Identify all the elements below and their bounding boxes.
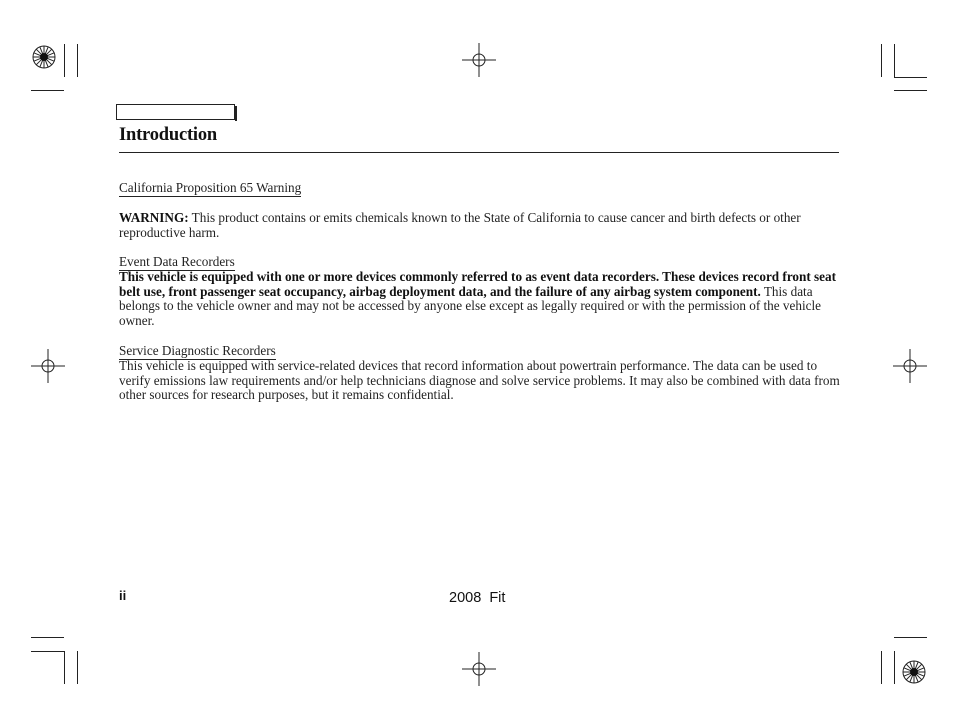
section-heading-event-data-recorders: Event Data Recorders	[119, 254, 235, 269]
section-body-prop65	[119, 211, 841, 240]
section-body-service-diagnostic-recorders: This vehicle is equipped with service-related devices that record information about powertrain performance. The data can be used to verify emissions law requirements and/or help technicians diagnose and solve service problems. It may also be combined with data from other sources for research purposes, but it remains confidential.	[119, 358, 840, 403]
section-body-event-data-recorders	[119, 270, 841, 329]
starburst-mark-icon	[901, 659, 927, 685]
warning-label: WARNING:	[119, 210, 189, 225]
crop-mark	[894, 637, 927, 638]
registration-target-icon	[31, 349, 65, 383]
section-heading-service-diagnostic-recorders: Service Diagnostic Recorders	[119, 343, 276, 358]
edr-text: This data belongs to the vehicle owner and may not be accessed by anyone else except as legally required or with the permission of the vehicle owner.	[119, 283, 821, 329]
chapter-tab-box	[116, 104, 235, 120]
crop-mark	[894, 77, 927, 78]
registration-target-icon	[893, 349, 927, 383]
warning-text: This product contains or emits chemicals known to the State of California to cause cancer and birth defects or other reproductive harm.	[119, 210, 801, 240]
crop-mark	[31, 637, 64, 638]
crop-mark	[894, 651, 895, 684]
crop-mark	[64, 651, 65, 684]
registration-target-icon	[462, 652, 496, 686]
model-label: 2008 Fit	[449, 590, 506, 606]
crop-mark	[31, 651, 64, 652]
crop-mark	[894, 44, 895, 77]
starburst-mark-icon	[31, 44, 57, 70]
crop-mark	[31, 90, 64, 91]
registration-target-icon	[462, 43, 496, 77]
section-heading-prop65: California Proposition 65 Warning	[119, 180, 302, 195]
crop-mark	[881, 44, 882, 77]
crop-mark	[77, 651, 78, 684]
crop-mark	[894, 90, 927, 91]
page-number: ii	[119, 588, 127, 603]
crop-mark	[77, 44, 78, 77]
crop-mark	[881, 651, 882, 684]
crop-mark	[64, 44, 65, 77]
edr-bold-text: This vehicle is equipped with one or more devices commonly referred to as event data recorders. These devices record front seat belt use, front passenger seat occupancy, airbag deployment data, and the failure of any airbag system component.	[119, 269, 837, 299]
page-title: Introduction	[119, 125, 218, 145]
title-divider	[119, 152, 839, 153]
